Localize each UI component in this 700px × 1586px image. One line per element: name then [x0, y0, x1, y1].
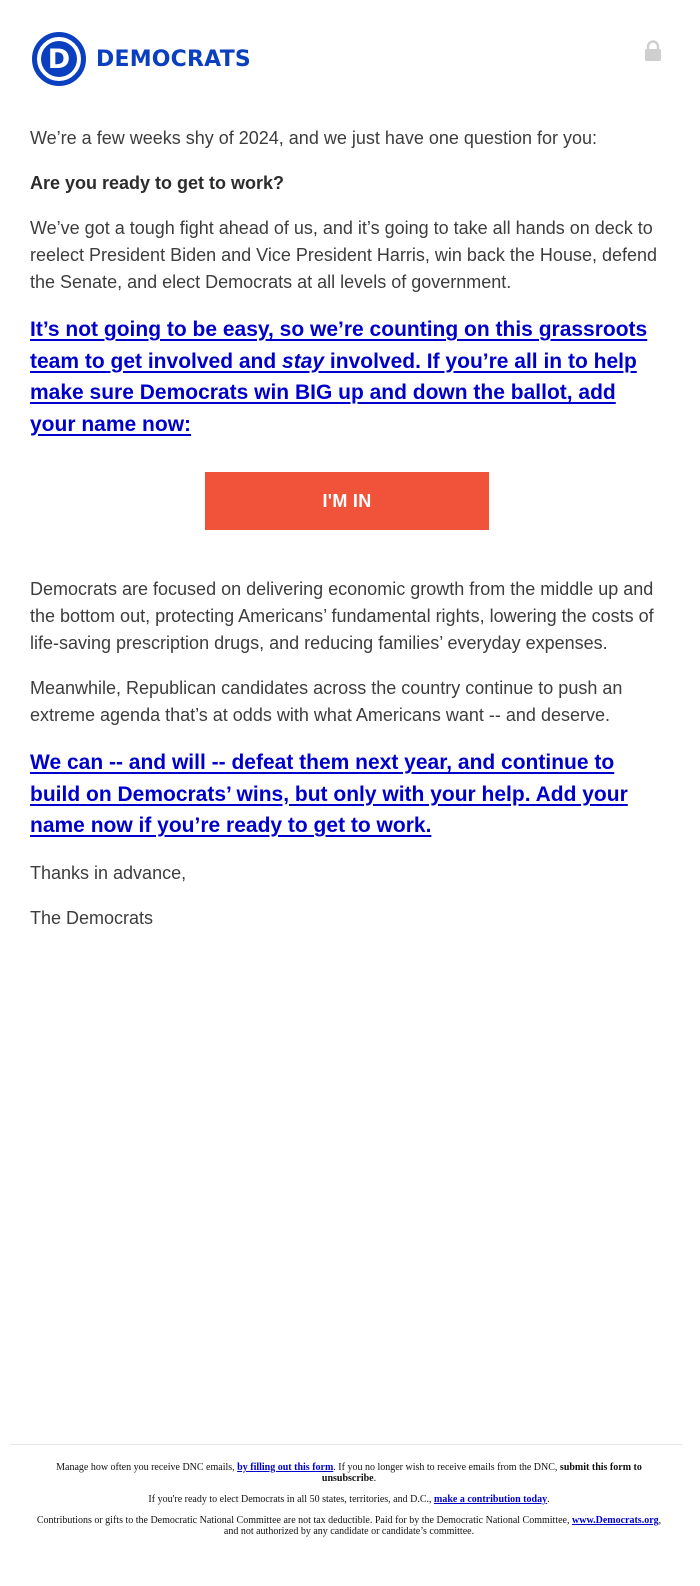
email-header: [32, 32, 672, 88]
footer-manage-line: [34, 1462, 664, 1484]
footer-manage-end: .: [373, 1473, 377, 1484]
signature-text: The Democrats: [30, 907, 154, 928]
manage-emails-link[interactable]: by filling out this form: [237, 1462, 334, 1473]
footer-contribute-text: If you're ready to elect Democrats in all 50 states, territories, and D.C.,: [148, 1494, 435, 1505]
footer-disclaimer-line: [34, 1515, 664, 1537]
brand-name: DEMOCRATS: [96, 46, 251, 72]
email-body: [30, 125, 664, 950]
democrats-site-link[interactable]: www.Democrats.org: [572, 1515, 659, 1526]
footer-manage-text-2: . If you no longer wish to receive emails from the DNC,: [333, 1462, 560, 1473]
lock-icon: [644, 40, 662, 62]
intro-text: We’re a few weeks shy of 2024, and we just have one question for you:: [30, 128, 597, 148]
button-row: [30, 472, 664, 530]
footer-disclaimer-text: Contributions or gifts to the Democratic National Committee are not tax deductible. Paid for by the Democratic National Committee,: [36, 1515, 572, 1526]
footer-divider: [10, 1444, 682, 1445]
unsubscribe-link[interactable]: submit this form to unsubscribe: [321, 1462, 642, 1484]
paragraph-focus: Democrats are focused on delivering economic growth from the middle up and the bottom out, protecting Americans’ fundamental rights, lowering the costs of life-saving prescription drugs, and reducing families’ everyday expenses.: [30, 579, 654, 653]
contribute-link[interactable]: make a contribution today: [434, 1494, 548, 1505]
democrats-logo[interactable]: [32, 32, 251, 86]
paragraph-fight: We’ve got a tough fight ahead of us, and it’s going to take all hands on deck to reelect President Biden and Vice President Harris, win back the House, defend the Senate, and elect Democrats at all levels of government.: [30, 218, 658, 292]
question-text: Are you ready to get to work?: [30, 173, 285, 193]
footer-contribute-end: .: [547, 1494, 550, 1505]
cta1-emphasis: stay: [282, 349, 325, 373]
logo-letter: D: [41, 41, 77, 77]
add-name-link-2[interactable]: We can -- and will -- defeat them next year, and continue to build on Democrats’ wins, but only with your help. Add your name now if you’re ready to get to work.: [30, 751, 628, 837]
democrats-logo-icon: [32, 32, 86, 86]
footer-disclaimer-end: , and not authorized by any candidate or candidate’s committee.: [223, 1515, 662, 1537]
thanks-text: Thanks in advance,: [30, 862, 187, 883]
footer-contribute-line: [34, 1494, 664, 1505]
paragraph-republicans: Meanwhile, Republican candidates across the country continue to push an extreme agenda that’s at odds with what Americans want -- and deserve.: [30, 678, 623, 725]
email-footer: [34, 1462, 664, 1547]
footer-manage-text: Manage how often you receive DNC emails,: [56, 1462, 238, 1473]
add-name-link-1[interactable]: [30, 314, 664, 440]
im-in-button[interactable]: I'M IN: [205, 472, 489, 530]
cta1-text-a: It’s not going to be easy, so we’re counting on this grassroots team to get involved and: [30, 318, 648, 373]
cta1-text-b: involved. If you’re all in to help make sure Democrats win BIG up and down the ballot, add your name now:: [30, 349, 637, 436]
